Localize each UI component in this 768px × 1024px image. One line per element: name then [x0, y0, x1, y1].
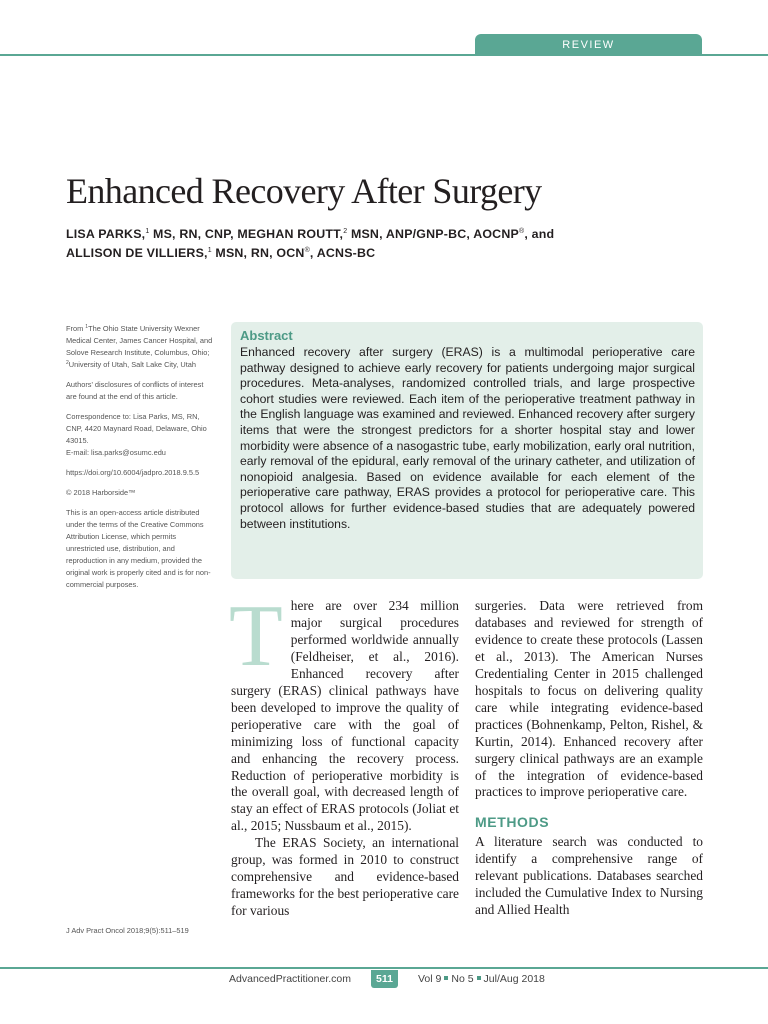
author-1-name: LISA PARKS,: [66, 227, 146, 241]
author-1-credentials: MS, RN, CNP, MEGHAN ROUTT,: [149, 227, 344, 241]
author-3-credentials-end: , ACNS-BC: [309, 246, 376, 260]
body-paragraph: The ERAS Society, an international group, was formed in 2010 to construct comprehensive and evidence-based frameworks for the best perioperative care for various: [231, 835, 459, 919]
author-3-credentials: MSN, RN, OCN: [211, 246, 305, 260]
author-3-affiliation-mark: 1: [207, 247, 212, 254]
author-2-credentials: MSN, ANP/GNP-BC, AOCNP: [347, 227, 519, 241]
registered-mark: ®: [304, 247, 310, 254]
footer-issue-info: [418, 973, 545, 985]
author-1-affiliation-mark: 1: [145, 228, 150, 235]
disclosures-note: Authors' disclosures of conflicts of interest are found at the end of this article.: [66, 380, 204, 401]
header-rule: [0, 54, 768, 56]
license-note: This is an open-access article distributed under the terms of the Creative Commons Attribution License, which permits unrestricted use, distribution, and reproduction in any medium, provided the original work is properly cited and is for non-commercial purposes.: [66, 508, 211, 589]
drop-cap: T: [229, 588, 283, 685]
author-list: [66, 225, 706, 263]
body-column-right: [475, 598, 703, 919]
registered-mark: ®: [518, 228, 525, 235]
square-bullet-icon: [477, 976, 481, 980]
abstract-box: [231, 322, 703, 579]
methods-heading: METHODS: [475, 814, 550, 831]
abstract-heading: Abstract: [240, 328, 293, 343]
correspondence-email: E-mail: lisa.parks@osumc.edu: [66, 448, 166, 457]
author-3-name: ALLISON DE VILLIERS,: [66, 246, 208, 260]
body-paragraph: surgeries. Data were retrieved from databases and reviewed for strength of evidence to create these protocols (Lassen et al., 2013). The American Nurses Credentialing Center in 2015 challenged hospitals to focus on delivering quality care while integrating evidence-based practices (Bohnenkamp, Pelton, Rishel, & Kurtin, 2014). Enhanced recovery after surgery clinical pathways are an example of the integration of evidence-based practices to improve perioperative care.: [475, 598, 703, 800]
square-bullet-icon: [444, 976, 448, 980]
correspondence-note: Correspondence to: Lisa Parks, MS, RN, CNP, 4420 Maynard Road, Delaware, Ohio 43015. E-mail: lisa.parks@osumc.edu: [66, 412, 207, 457]
body-paragraph: A literature search was conducted to identify a comprehensive range of relevant publications. Databases searched included the Cumulative Index to Nursing and Allied Health: [475, 834, 703, 918]
body-column-left: [229, 588, 459, 920]
body-paragraph: here are over 234 million major surgical procedures performed worldwide annually (Feldheiser, et al., 2016). Enhanced recovery after surgery (ERAS) clinical pathways have been developed to improve the quality of perioperative care with the goal of minimizing loss of functional capacity and enhancing the recovery process. Reduction of perioperative morbidity is the overall goal, with decreased length of stay an effect of ERAS protocols (Joliat et al., 2015; Nussbaum et al., 2015).: [231, 598, 459, 834]
copyright-note: © 2018 Harborside™: [66, 488, 136, 497]
section-label-tab: REVIEW: [475, 34, 702, 55]
author-2-affiliation-mark: 2: [343, 228, 348, 235]
footer-date: Jul/Aug 2018: [483, 973, 545, 985]
journal-citation: J Adv Pract Oncol 2018;9(5):511–519: [66, 926, 189, 935]
footer-volume: Vol 9: [418, 973, 442, 985]
page-footer: [0, 970, 768, 990]
footer-site-link[interactable]: AdvancedPractitioner.com: [229, 973, 351, 985]
author-conjunction: , and: [524, 227, 555, 241]
doi-link[interactable]: https://doi.org/10.6004/jadpro.2018.9.5.5: [66, 468, 200, 477]
article-sidebar: [66, 323, 216, 599]
page-number-badge: 511: [371, 970, 398, 988]
abstract-text: Enhanced recovery after surgery (ERAS) is a multimodal perioperative care pathway designed to achieve early recovery for patients undergoing major surgical procedures. Meta-analyses, randomized controlled trials, and large prospective cohort studies were reviewed. Each item of the perioperative treatment pathway in the English language was examined and reviewed. Enhanced recovery after surgery items that were the strongest predictors for a shorter hospital stay and lower morbidity were absence of a nasogastric tube, early mobilization, early oral nutrition, early removal of the epidural, early removal of the urinary catheter, and utilization of nonopioid analgesia. Based on evidence available for each element of the perioperative care pathway, ERAS provides a protocol for perioperative care. This protocol allows for further evidence-based studies that are adequately powered between institutions.: [240, 345, 695, 531]
affiliation-note: From $^1$The Ohio State University Wexner Medical Center, James Cancer Hospital, and Solove Research Institute, Columbus, Ohio; $^2$University of Utah, Salt Lake City, Utah: [66, 324, 213, 369]
article-title: Enhanced Recovery After Surgery: [66, 171, 542, 211]
footer-rule: [0, 967, 768, 969]
footer-number: No 5: [451, 973, 474, 985]
